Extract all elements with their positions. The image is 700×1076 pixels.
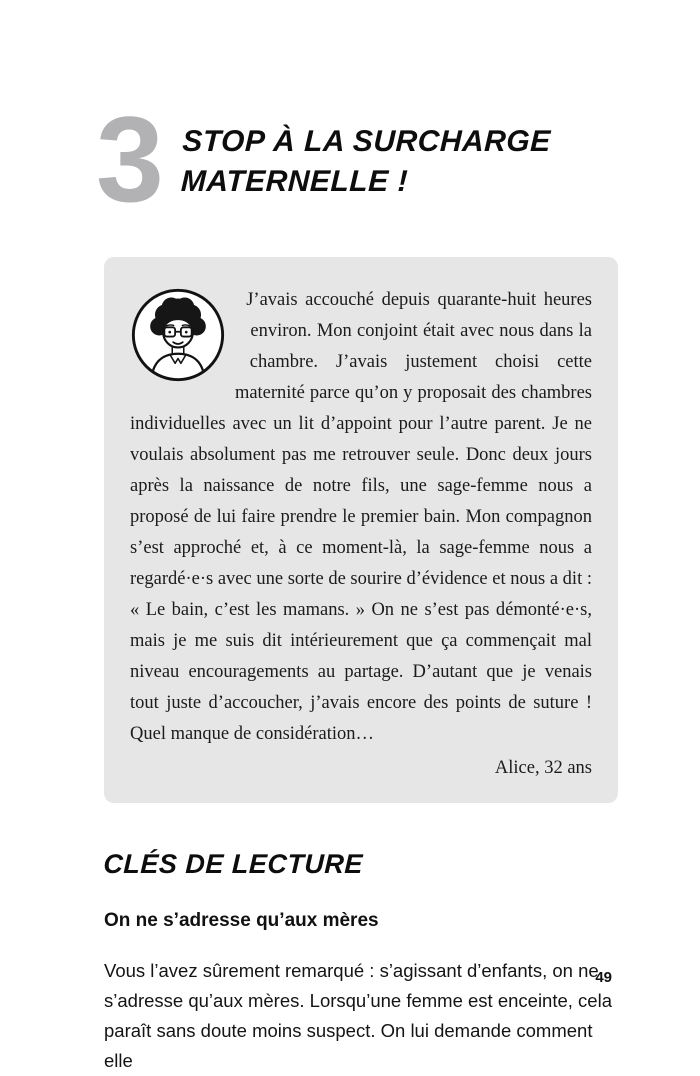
- chapter-title-line-1: STOP À LA SURCHARGE: [181, 125, 552, 158]
- testimonial-attribution: Alice, 32 ans: [494, 758, 592, 779]
- testimonial-quote: J’avais accouché depuis quarante-huit heures environ. Mon conjoint était avec nous dans la chambre. J’avais justement choisi cette maternité parce qu’on y proposait des chambres individuelles avec un lit d’appoint pour l’autre parent. Je ne voulais absolument pas me retrouver seule. Donc deux jours après la naissance de notre fils, une sage-femme nous a proposé de lui faire prendre le premier bain. Mon compagnon s’est approché et, à ce moment-là, la sage-femme nous a regardé·e·s avec une sorte de sourire d’évidence et nous a dit : « Le bain, c’est les mamans. » On ne s’est pas démonté·e·s, mais je me suis dit intérieurement que ça commençait mal niveau encouragements au partage. D’autant que je venais tout juste d’accoucher, j’avais encore des points de suture ! Quel manque de considération…: [130, 290, 592, 745]
- page-number: 49: [595, 969, 612, 986]
- testimonial-avatar: [130, 287, 226, 383]
- chapter-header: [96, 91, 618, 227]
- person-avatar-icon: [130, 287, 226, 383]
- section-heading: CLÉS DE LECTURE: [102, 849, 364, 880]
- chapter-number: 3: [96, 91, 161, 227]
- chapter-title: [180, 122, 551, 201]
- chapter-title-line-2: MATERNELLE !: [180, 164, 409, 198]
- body-paragraph: Vous l’avez sûrement remarqué : s’agissant d’enfants, on ne s’adresse qu’aux mères. Lorsqu’une femme est enceinte, cela paraît sans doute moins suspect. On lui demande comment elle: [104, 960, 612, 1072]
- testimonial-box: [104, 257, 618, 803]
- subsection-heading: On ne s’adresse qu’aux mères: [104, 910, 379, 932]
